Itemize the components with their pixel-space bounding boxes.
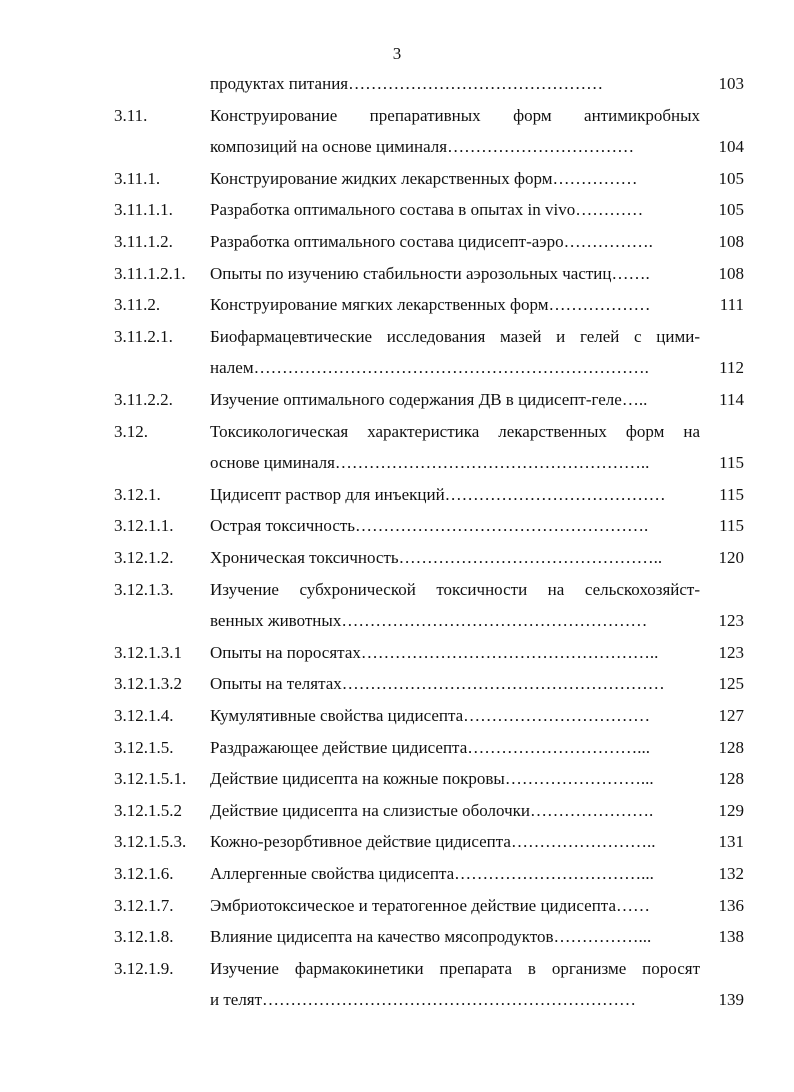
toc-entry-page: 111	[719, 295, 744, 315]
toc-entry-number: 3.12.1.3.1	[114, 642, 182, 662]
toc-entry-title: Действие цидисепта на кожные покровы……………………...	[210, 769, 654, 789]
toc-entry-title: Кумулятивные свойства цидисепта……………………………	[210, 706, 651, 725]
toc-entry-title: налем…………………………………………………………….	[210, 358, 649, 378]
toc-entry-title: Разработка оптимального состава цидисепт-аэро…………….	[210, 232, 653, 251]
toc-entry-page: 108	[718, 232, 744, 251]
toc-entry-page: 103	[718, 74, 744, 93]
toc-entry-number: 3.12.1.8.	[114, 927, 174, 947]
toc-entry-number: 3.12.1.1.	[114, 516, 174, 536]
toc-entry-number: 3.12.1.5.	[114, 737, 174, 757]
toc-entry-page: 112	[719, 358, 744, 378]
toc-entry-title: Действие цидисепта на слизистые оболочки………………….	[210, 800, 654, 820]
toc-entry-title: Опыты на телятах…………………………………………………	[210, 674, 665, 694]
toc-entry-title: Опыты по изучению стабильности аэрозольных частиц…….	[210, 263, 650, 283]
toc-entry-page: 136	[718, 895, 744, 915]
toc-entry-title: Изучение фармакокинетики препарата в организме поросят	[210, 958, 700, 978]
toc-entry-number: 3.12.1.5.1.	[114, 769, 187, 789]
toc-entry-number: 3.12.1.2.	[114, 548, 174, 567]
toc-entry-title: основе циминаля………………………………………………..	[210, 453, 650, 473]
toc-entry-number: 3.11.2.	[114, 295, 161, 315]
toc-entry-page: 128	[718, 769, 744, 789]
toc-entry-title: венных животных………………………………………………	[210, 611, 648, 631]
toc-entry-title: Влияние цидисепта на качество мясопродуктов……………...	[210, 927, 652, 947]
toc-entry-number: 3.12.1.4.	[114, 706, 174, 725]
toc-entry-number: 3.11.2.1.	[114, 326, 173, 346]
toc-entry-title: Острая токсичность…………………………………………….	[210, 516, 649, 536]
toc-entry-page: 127	[718, 706, 744, 725]
toc-entry-page: 123	[718, 642, 744, 662]
toc-entry-title: композиций на основе циминаля……………………………	[210, 137, 635, 157]
toc-entry-page: 115	[719, 484, 744, 504]
toc-entry-title: и телят…………………………………………………………	[210, 990, 637, 1010]
toc-entry-page: 128	[718, 737, 744, 757]
toc-entry-title: Конструирование мягких лекарственных форм………………	[210, 295, 651, 315]
toc-entry-title: продуктах питания………………………………………	[210, 74, 604, 93]
toc-entry-number: 3.11.1.	[114, 168, 161, 188]
toc-entry-page: 105	[718, 200, 744, 220]
toc-entry-title: Раздражающее действие цидисепта…………………………...	[210, 737, 650, 757]
toc-entry-number: 3.12.1.6.	[114, 864, 174, 883]
toc-entry-title: Конструирование препаративных форм антимикробных	[210, 105, 700, 125]
toc-entry-title: Опыты на поросятах……………………………………………..	[210, 642, 659, 662]
toc-entry-title: Изучение оптимального содержания ДВ в цидисепт-геле…..	[210, 390, 648, 409]
toc-entry-number: 3.11.1.2.	[114, 232, 173, 251]
toc-entry-page: 104	[718, 137, 744, 157]
toc-entry-number: 3.12.1.5.2	[114, 800, 182, 820]
toc-entry-number: 3.11.	[114, 105, 148, 125]
toc-entry-number: 3.12.1.7.	[114, 895, 174, 915]
toc-entry-page: 129	[718, 800, 744, 820]
toc-entry-title: Цидисепт раствор для инъекций…………………………………	[210, 484, 666, 504]
toc-entry-page: 132	[718, 864, 744, 883]
toc-entry-page: 105	[718, 168, 744, 188]
toc-entry-title: Токсикологическая характеристика лекарственных форм на	[210, 421, 700, 441]
toc-entry-page: 120	[718, 548, 744, 567]
toc-entry-page: 125	[718, 674, 744, 694]
toc-entry-number: 3.12.	[114, 421, 148, 441]
toc-entry-page: 139	[718, 990, 744, 1010]
toc-entry-page: 115	[719, 453, 744, 473]
toc-entry-page: 108	[718, 263, 744, 283]
toc-entry-number: 3.12.1.3.2	[114, 674, 182, 694]
toc-entry-title: Конструирование жидких лекарственных форм……………	[210, 168, 638, 188]
toc-entry-number: 3.11.2.2.	[114, 390, 173, 409]
toc-entry-page: 138	[718, 927, 744, 947]
toc-entry-number: 3.11.1.1.	[114, 200, 173, 220]
toc-entry-title: Биофармацевтические исследования мазей и гелей с цими-	[210, 326, 700, 346]
toc-entry-title: Кожно-резорбтивное действие цидисепта……………………..	[210, 832, 656, 852]
toc-entry-page: 123	[718, 611, 744, 631]
toc-entry-number: 3.12.1.3.	[114, 579, 174, 599]
toc-entry-title: Аллергенные свойства цидисепта……………………………...	[210, 864, 654, 883]
toc-entry-title: Разработка оптимального состава в опытах in vivo…………	[210, 200, 644, 220]
toc-entry-number: 3.12.1.5.3.	[114, 832, 187, 852]
toc-entry-page: 115	[719, 516, 744, 536]
toc-entry-page: 114	[719, 390, 744, 409]
toc-entry-page: 131	[718, 832, 744, 852]
toc-entry-number: 3.11.1.2.1.	[114, 263, 186, 283]
toc-entry-title: Изучение субхронической токсичности на сельскохозяйст-	[210, 579, 700, 599]
toc-entry-number: 3.12.1.9.	[114, 958, 174, 978]
toc-entry-title: Хроническая токсичность………………………………………..	[210, 548, 663, 567]
page-number: 3	[392, 44, 402, 63]
toc-entry-number: 3.12.1.	[114, 484, 161, 504]
toc-entry-title: Эмбриотоксическое и тератогенное действие цидисепта……	[210, 895, 650, 915]
